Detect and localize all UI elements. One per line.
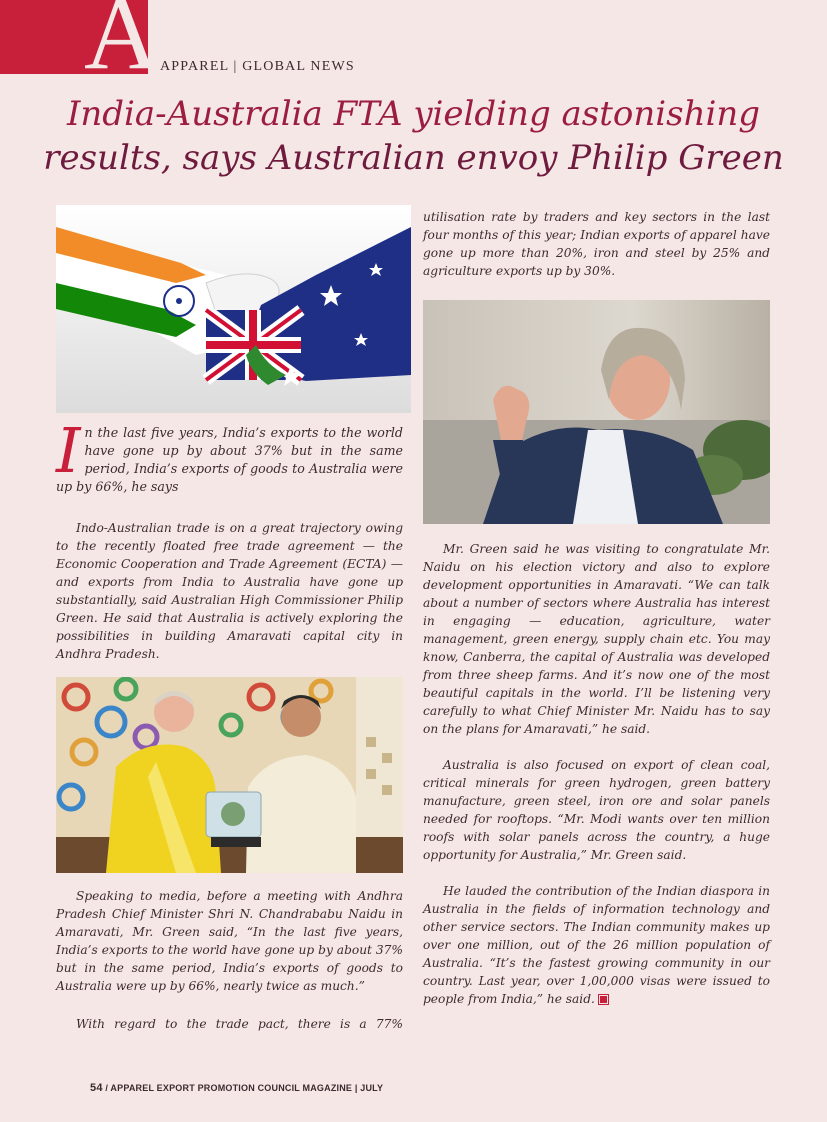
- magazine-name: / APPAREL EXPORT PROMOTION COUNCIL MAGAZINE | JULY: [105, 1083, 384, 1093]
- left-column-text-bottom: [56, 887, 403, 1033]
- magazine-logo-block: [0, 0, 160, 91]
- paragraph-utilisation-rate: utilisation rate by traders and key sectors in the last four months of this year; Indian exports of apparel have gone up more than 20%, iron and steel by 25% and agriculture exports up by 30%.: [423, 210, 770, 278]
- paragraph-trade-pact: With regard to the trade pact, there is a 77%: [76, 1017, 403, 1031]
- handshake-flags-photo: [56, 205, 411, 413]
- intro-text: n the last five years, India’s exports to the world have gone up by about 37% but in the same period, India’s exports of goods to Australia were up by 66%, he says: [56, 425, 403, 494]
- magazine-logo-letter: A: [84, 0, 160, 91]
- paragraph-clean-coal: Australia is also focused on export of clean coal, critical minerals for green hydrogen, green battery manufacture, green steel, iron ore and solar panels needed for rooftops. “Mr. Modi wants over ten million roofs with solar panels across the country, a huge opportunity for Australia,” Mr. Green said.: [423, 758, 770, 862]
- page-footer: [90, 1082, 383, 1094]
- article-end-mark: [599, 995, 608, 1004]
- left-column-text-top: [56, 519, 403, 663]
- intro-paragraph: [56, 414, 403, 496]
- right-column-text-bottom: [423, 540, 770, 1008]
- envoy-meeting-photo: [56, 677, 403, 873]
- section-label: APPAREL | GLOBAL NEWS: [160, 59, 355, 74]
- right-column-text-top: [423, 208, 770, 280]
- paragraph-congratulate-naidu: Mr. Green said he was visiting to congratulate Mr. Naidu on his election victory and also to explore development opportunities in Amaravati. “We can talk about a number of sectors where Australia has interest in engaging — education, agriculture, water management, green energy, supply chain etc. You may know, Canberra, the capital of Australia was developed from three sheep farms. And it’s now one of the most beautiful capitals in the world. I’ll be listening very carefully to what Chief Minister Mr. Naidu has to say on the plans for Amaravati,” he said.: [423, 542, 770, 736]
- philip-green-portrait-photo: [423, 300, 770, 524]
- headline-line-1: India-Australia FTA yielding astonishing: [66, 94, 761, 134]
- paragraph-trade-trajectory: Indo-Australian trade is on a great trajectory owing to the recently floated free trade agreement — the Economic Cooperation and Trade Agreement (ECTA) — and exports from India to Australia have gone up substantially, said Australian High Commissioner Philip Green. He said that Australia is actively exploring the possibilities in building Amaravati capital city in Andhra Pradesh.: [56, 521, 403, 661]
- diaspora-text: He lauded the contribution of the Indian diaspora in Australia in the fields of information technology and other service sectors. The Indian community makes up over one million, out of the 26 million population of Australia. “It’s the fastest growing community in our country. Last year, over 1,00,000 visas were issued to people from India,” he said.: [423, 884, 770, 1006]
- article-headline: [40, 92, 787, 180]
- paragraph-indian-diaspora: [423, 882, 770, 1008]
- headline-line-2: results, says Australian envoy Philip Green: [43, 138, 784, 178]
- drop-cap-letter: I: [56, 414, 81, 487]
- page-number: 54: [90, 1082, 103, 1094]
- paragraph-speaking-to-media: Speaking to media, before a meeting with Andhra Pradesh Chief Minister Shri N. Chandrababu Naidu in Amaravati, Mr. Green said, “In the last five years, India’s exports to the world have gone up by about 37% but in the same period, India’s exports of goods to Australia were up by 66%, nearly twice as much.”: [56, 889, 403, 993]
